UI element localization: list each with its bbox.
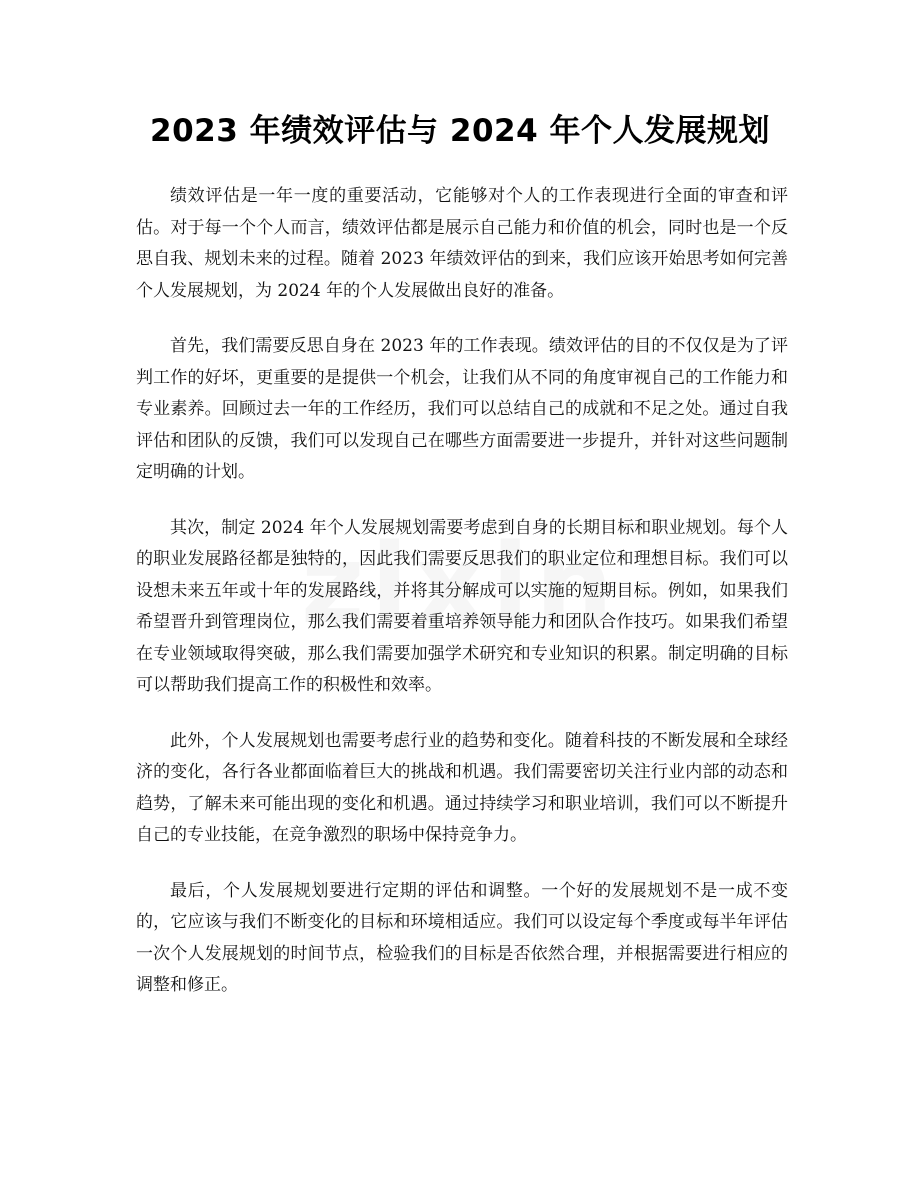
paragraph: 此外，个人发展规划也需要考虑行业的趋势和变化。随着科技的不断发展和全球经济的变化，各行各业都面临着巨大的挑战和机遇。我们需要密切关注行业内部的动态和趋势，了解未来可能出现的变化和机遇。通过持续学习和职业培训，我们可以不断提升自己的专业技能，在竞争激烈的职场中保持竞争力。 <box>136 730 788 845</box>
paragraph: 其次，制定 2024 年个人发展规划需要考虑到自身的长期目标和职业规划。每个人的职业发展路径都是独特的，因此我们需要反思我们的职业定位和理想目标。我们可以设想未来五年或十年的发展路线，并将其分解成可以实施的短期目标。例如，如果我们希望晋升到管理岗位，那么我们需要着重培养领导能力和团队合作技巧。如果我们希望在专业领域取得突破，那么我们需要加强学术研究和专业知识的积累。制定明确的目标可以帮助我们提高工作的积极性和效率。 <box>136 517 788 695</box>
document-body <box>136 181 788 1026</box>
paragraph: 最后，个人发展规划要进行定期的评估和调整。一个好的发展规划不是一成不变的，它应该与我们不断变化的目标和环境相适应。我们可以设定每个季度或每半年评估一次个人发展规划的时间节点，检验我们的目标是否依然合理，并根据需要进行相应的调整和修正。 <box>136 880 788 995</box>
paragraph: 绩效评估是一年一度的重要活动，它能够对个人的工作表现进行全面的审查和评估。对于每一个个人而言，绩效评估都是展示自己能力和价值的机会，同时也是一个反思自我、规划未来的过程。随着 2023 年绩效评估的到来，我们应该开始思考如何完善个人发展规划，为 2024 年的个人发展做出良好的准备。 <box>136 186 788 301</box>
paragraph: 首先，我们需要反思自身在 2023 年的工作表现。绩效评估的目的不仅仅是为了评判工作的好坏，更重要的是提供一个机会，让我们从不同的角度审视自己的工作能力和专业素养。回顾过去一年的工作经历，我们可以总结自己的成就和不足之处。通过自我评估和团队的反馈，我们可以发现自己在哪些方面需要进一步提升，并针对这些问题制定明确的计划。 <box>136 336 788 482</box>
document-title: 2023 年绩效评估与 2024 年个人发展规划 <box>150 113 770 149</box>
